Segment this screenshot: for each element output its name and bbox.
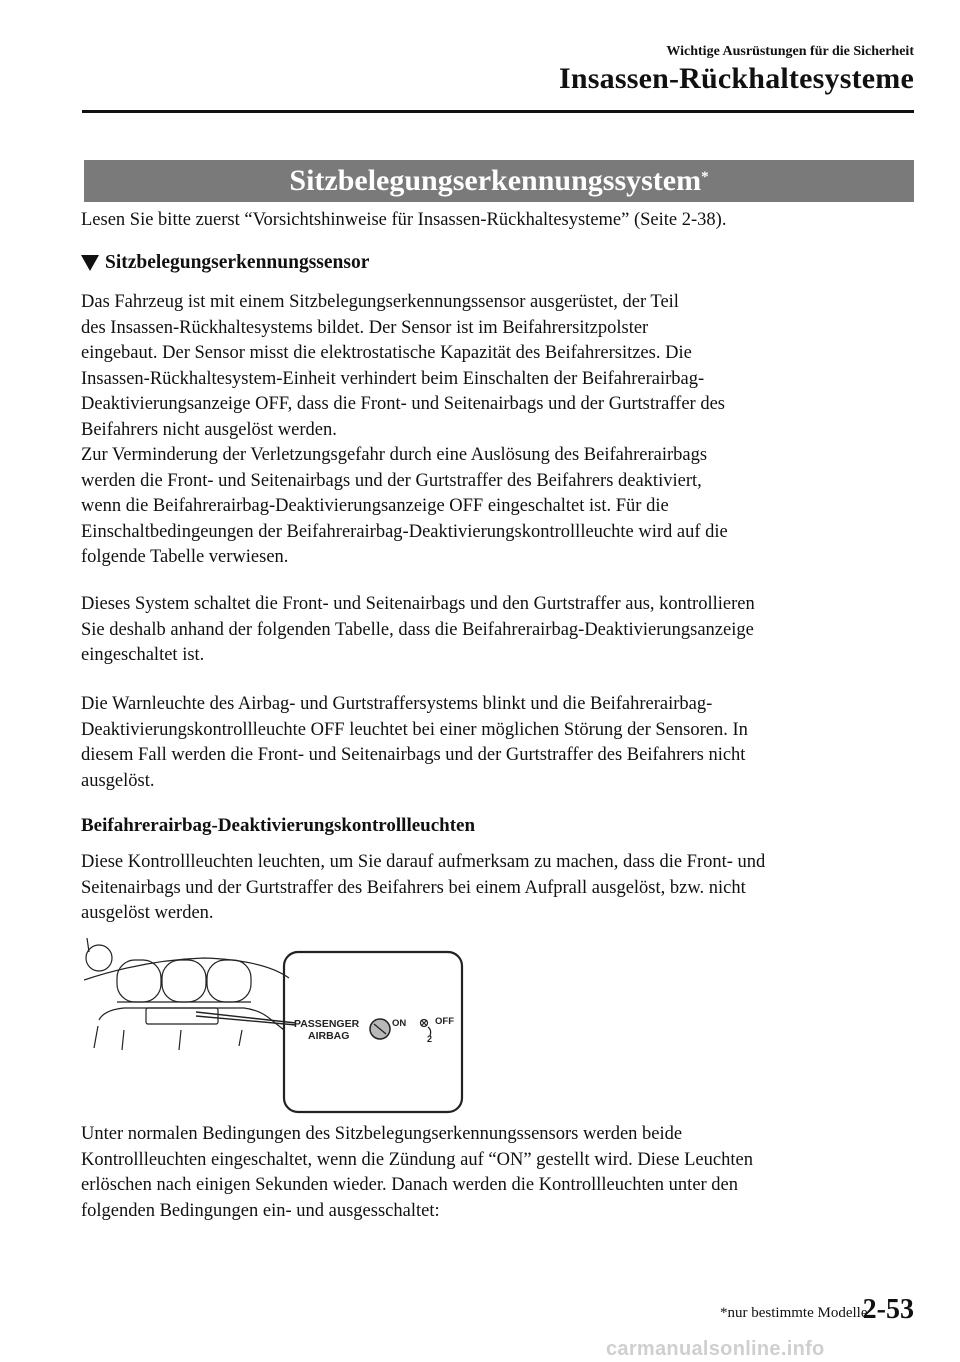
text-line: Zur Verminderung der Verletzungsgefahr durch eine Auslösung des Beifahrerairbags [81,445,708,465]
subheading [81,252,369,274]
paragraph-2 [81,592,916,669]
intro-text: Lesen Sie bitte zuerst “Vorsichtshinweise für Insassen-Rückhaltesysteme” (Seite 2-38). [81,210,727,230]
text-line: Deaktivierungsanzeige OFF, dass die Front- und Seitenairbags und der Gurtstraffer des [81,394,725,414]
indicator-housing [146,1008,218,1024]
text-line: Seitenairbags und der Gurtstraffer des Beifahrers bei einem Aufprall ausgelöst, bzw. nicht [81,877,746,898]
text-line: Die Warnleuchte des Airbag- und Gurtstraffersystems blinkt und die Beifahrerairbag- [81,694,713,714]
text-line: erlöschen nach einigen Sekunden wieder. Danach werden die Kontrollleuchten unter den [81,1175,739,1195]
off-label: OFF [435,1016,454,1027]
text-line: Deaktivierungskontrollleuchte OFF leuchtet bei einer möglichen Störung der Sensoren. In [81,719,748,740]
passenger-label: PASSENGER [294,1018,360,1030]
watermark[interactable]: carmanualsonline.info [606,1338,825,1360]
text-line: Kontrollleuchten eingeschaltet, wenn die Zündung auf “ON” gestellt wird. Diese Leuchten [81,1149,753,1170]
header-rule [82,110,914,113]
triangle-bullet-icon [81,255,99,271]
section-title: Sitzbelegungserkennungssystem [289,164,702,197]
text-line: wenn die Beifahrerairbag-Deaktivierungsanzeige OFF eingeschaltet ist. Für die [81,496,669,516]
dashboard-outline [84,958,289,980]
on-label: ON [392,1018,407,1029]
text-line: ausgelöst werden. [81,903,214,923]
text-line: Diese Kontrollleuchten leuchten, um Sie darauf aufmerksam zu machen, dass die Front- und [81,852,766,872]
text-line: Dieses System schaltet die Front- und Seitenairbags und den Gurtstraffer aus, kontrollieren [81,594,755,614]
section-marker: * [701,169,709,185]
paragraph-3 [81,692,916,794]
dashboard-illustration [84,930,474,1115]
subheading-2: Beifahrerairbag-Deaktivierungskontrollleuchten [81,815,476,836]
text-line: Beifahrers nicht ausgelöst werden. [81,419,337,440]
page-number: 2-53 [862,1294,914,1325]
header-title: Insassen-Rückhaltesysteme [558,62,914,95]
vent-right [207,960,251,1002]
text-line: Unter normalen Bedingungen des Sitzbelegungserkennungssensors werden beide [81,1124,683,1144]
text-line: folgende Tabelle verwiesen. [81,547,289,567]
text-line: des Insassen-Rückhaltesystems bildet. Der Sensor ist im Beifahrersitzpolster [81,317,649,338]
text-line: folgenden Bedingungen ein- und ausgesschaltet: [81,1200,440,1221]
subheading-label: Sitzbelegungserkennungssensor [105,252,370,273]
vent-center [162,960,206,1002]
section-banner [84,160,914,202]
paragraph-1 [81,290,916,571]
dash-knob [86,945,112,971]
paragraph-5 [81,1122,916,1224]
text-line: werden die Front- und Seitenairbags und der Gurtstraffer des Beifahrers deaktiviert, [81,470,702,491]
text-line: Das Fahrzeug ist mit einem Sitzbelegungserkennungssensor ausgerüstet, der Teil [81,292,679,312]
indicator-illustration [84,930,474,1115]
text-line: eingebaut. Der Sensor misst die elektrostatische Kapazität des Beifahrersitzes. Die [81,343,692,363]
paragraph-4 [81,850,916,927]
text-line: Insassen-Rückhaltesystem-Einheit verhindert beim Einschalten der Beifahrerairbag- [81,368,705,389]
header-subtitle: Wichtige Ausrüstungen für die Sicherheit [666,44,914,59]
text-line: eingeschaltet ist. [81,645,205,665]
footnote: *nur bestimmte Modelle [720,1305,868,1321]
text-line: diesem Fall werden die Front- und Seitenairbags und der Gurtstraffer des Beifahrers nicht [81,745,746,765]
airbag-label: AIRBAG [308,1030,350,1042]
text-line: ausgelöst. [81,770,155,791]
text-line: Sie deshalb anhand der folgenden Tabelle, dass die Beifahrerairbag-Deaktivierungsanzeige [81,619,754,640]
vent-left [117,960,161,1002]
text-line: Einschaltbedingeungen der Beifahrerairbag-Deaktivierungskontrollleuchte wird auf die [81,521,728,542]
seat-number: 2 [427,1034,433,1044]
